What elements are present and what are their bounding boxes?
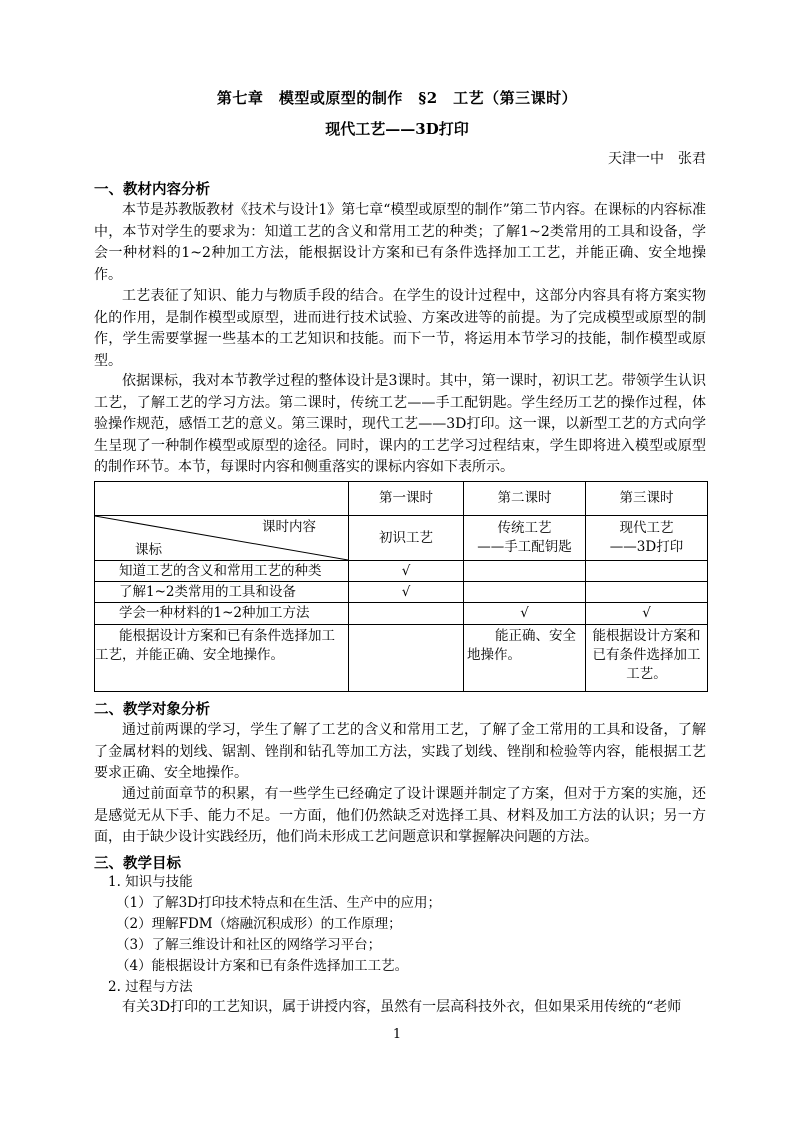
- row-label: 知道工艺的含义和常用工艺的种类: [95, 561, 349, 582]
- curriculum-table: [94, 481, 708, 692]
- objective-item-4: （4）能根据设计方案和已有条件选择加工工艺。: [116, 958, 409, 974]
- section1-heading: 一、教材内容分析: [94, 181, 210, 198]
- diag-top-label: 课时内容: [262, 519, 316, 535]
- check-cell: [349, 625, 464, 692]
- table-row-lesson-content: [95, 516, 708, 561]
- objective-item-1: （1）了解3D打印技术特点和在生活、生产中的应用；: [116, 895, 442, 911]
- row-label: 能根据设计方案和已有条件选择加工工艺，并能正确、安全地操作。: [95, 625, 349, 692]
- note-cell: 能根据设计方案和已有条件选择加工工艺。: [586, 625, 708, 692]
- section1-paragraph-1: 本节是苏教版教材《技术与设计1》第七章“模型或原型的制作”第二节内容。在课标的内容标准中，本节对学生的要求为：知道工艺的含义和常用工艺的种类；了解1~2类常用的工具和设备，学会一种材料的1~2种加工方法，能根据设计方案和已有条件选择加工工艺，并能正确、安全地操作。: [94, 202, 706, 283]
- col-header-lesson-1: 第一课时: [349, 482, 464, 516]
- diag-bottom-label: 课标: [135, 542, 162, 558]
- objective-process-methods: 2. 过程与方法: [108, 979, 193, 995]
- cell-lesson-2-line2: ——手工配钥匙: [477, 539, 572, 555]
- table-row: [95, 582, 708, 603]
- check-cell: [464, 561, 586, 582]
- section3-heading: 三、教学目标: [94, 855, 181, 872]
- section1-paragraph-3: 依据课标，我对本节教学过程的整体设计是3课时。其中，第一课时，初识工艺。带领学生认识工艺，了解工艺的学习方法。第二课时，传统工艺——手工配钥匙。学生经历工艺的操作过程，体验操作规范，感悟工艺的意义。第三课时，现代工艺——3D打印。这一课，以新型工艺的方式向学生呈现了一种制作模型或原型的途径。同时，课内的工艺学习过程结束，学生即将进入模型或原型的制作环节。本节，每课时内容和侧重落实的课标内容如下表所示。: [94, 373, 706, 475]
- author-line: 天津一中 张君: [608, 151, 706, 167]
- table-row: [95, 625, 708, 692]
- section1-paragraph-2: 工艺表征了知识、能力与物质手段的结合。在学生的设计过程中，这部分内容具有将方案实物化的作用，是制作模型或原型，进而进行技术试验、方案改进等的前提。为了完成模型或原型的制作，学生需要掌握一些基本的工艺知识和技能。而下一节，将运用本节学习的技能，制作模型或原型。: [94, 288, 706, 369]
- page-number: 1: [392, 1027, 402, 1042]
- note-cell: 能正确、安全地操作。: [464, 625, 586, 692]
- section2-paragraph-2: 通过前面章节的积累，有一些学生已经确定了设计课题并制定了方案，但对于方案的实施，还是感觉无从下手、能力不足。一方面，他们仍然缺乏对选择工具、材料及加工方法的认识；另一方面，由于缺少设计实践经历，他们尚未形成工艺问题意识和掌握解决问题的方法。: [94, 786, 706, 845]
- check-cell: [586, 582, 708, 603]
- check-cell: √: [586, 603, 708, 625]
- check-cell: √: [464, 603, 586, 625]
- check-cell: √: [349, 582, 464, 603]
- row-label: 学会一种材料的1~2种加工方法: [95, 603, 349, 625]
- row-label: 了解1~2类常用的工具和设备: [95, 582, 349, 603]
- chapter-title: 第七章 模型或原型的制作 §2 工艺（第三课时）: [216, 89, 578, 107]
- diagonal-header-cell: [95, 516, 349, 561]
- cell-lesson-3-line2: ——3D打印: [609, 539, 684, 555]
- table-header-row: [95, 482, 708, 516]
- table-row: [95, 603, 708, 625]
- check-cell: [349, 603, 464, 625]
- objective-knowledge-skills: 1. 知识与技能: [108, 874, 193, 890]
- section2-heading: 二、教学对象分析: [94, 701, 210, 718]
- section2-paragraph-1: 通过前两课的学习，学生了解了工艺的含义和常用工艺，了解了金工常用的工具和设备，了解了金属材料的划线、锯割、锉削和钻孔等加工方法，实践了划线、锉削和检验等内容，能根据工艺要求正确、安全地操作。: [94, 722, 706, 781]
- table-row: [95, 561, 708, 582]
- lesson-subtitle: 现代工艺——3D打印: [325, 120, 469, 138]
- cell-lesson-1-content: 初识工艺: [349, 516, 464, 561]
- cell-lesson-3-line1: 现代工艺: [619, 520, 674, 536]
- objective-item-3: （3）了解三维设计和社区的网络学习平台；: [116, 937, 382, 953]
- objective-item-2: （2）理解FDM（熔融沉积成形）的工作原理；: [116, 916, 402, 932]
- cell-lesson-2-line1: 传统工艺: [497, 520, 552, 536]
- table-corner-blank: [95, 482, 349, 516]
- check-cell: [586, 561, 708, 582]
- col-header-lesson-3: 第三课时: [586, 482, 708, 516]
- check-cell: [464, 582, 586, 603]
- cell-lesson-2-content: [464, 516, 586, 561]
- col-header-lesson-2: 第二课时: [464, 482, 586, 516]
- cell-lesson-3-content: [586, 516, 708, 561]
- check-cell: √: [349, 561, 464, 582]
- section3-paragraph: 有关3D打印的工艺知识，属于讲授内容，虽然有一层高科技外衣，但如果采用传统的“老师: [122, 999, 682, 1015]
